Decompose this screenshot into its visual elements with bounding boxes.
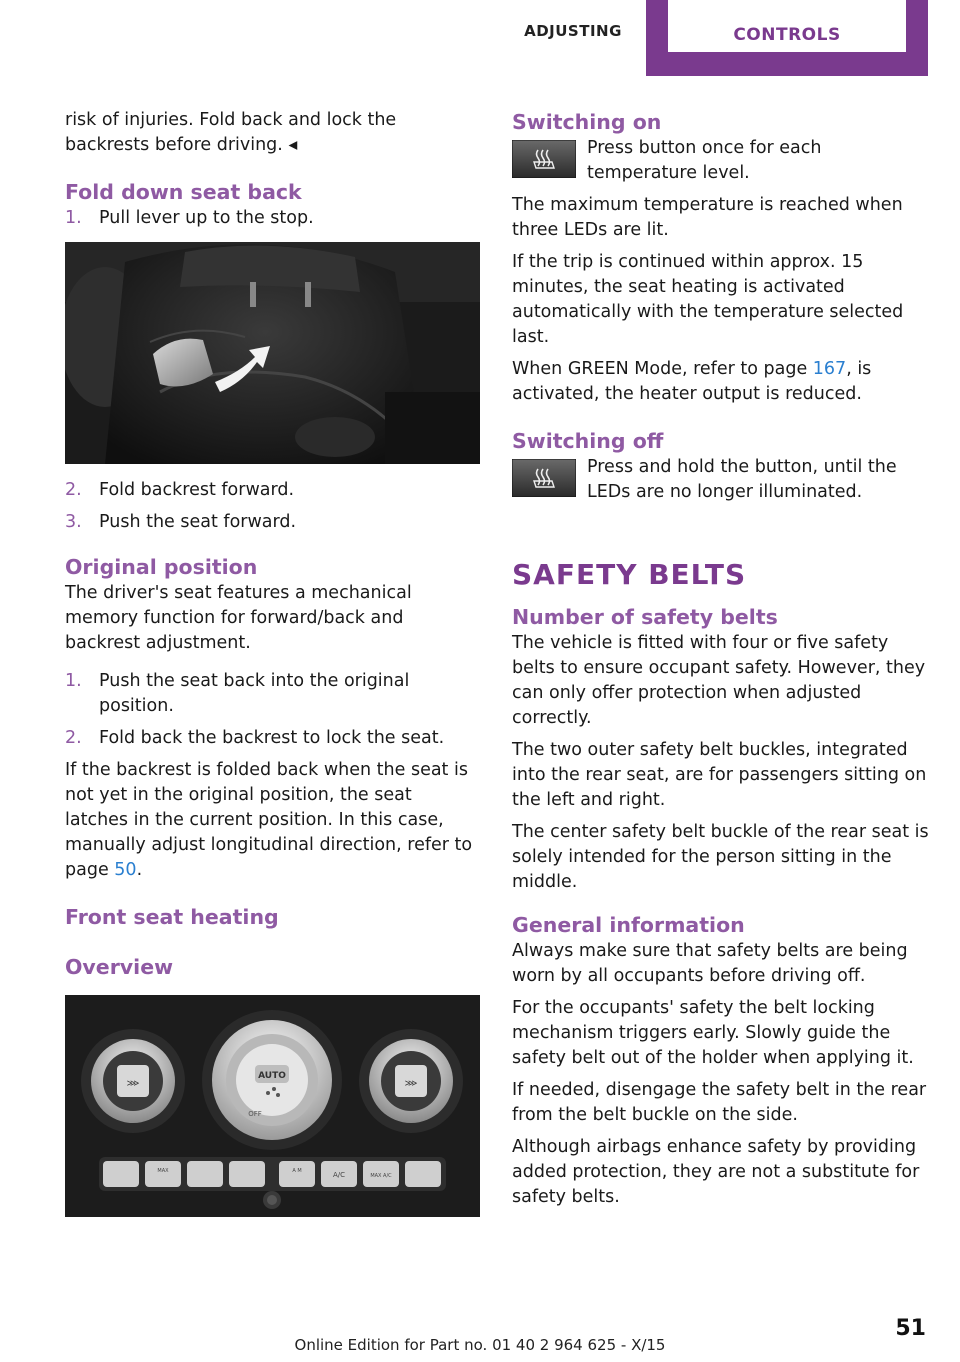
fold-step-3 [65,510,480,535]
seat-lever-photo [65,242,480,464]
step-text: Push the seat forward. [99,512,297,532]
right-column [512,108,930,1217]
general-p2: For the occupants' safety the belt locking mechanism triggers early. Slowly guide the safety belt out of the holder when applying it. [512,998,914,1068]
green-mode-text: When GREEN Mode, refer to page [512,359,813,379]
switch-on-button-text: Press button once for each temperature level. [587,138,822,183]
end-marker-icon: ◂ [288,135,298,155]
page-number: 51 [895,1316,926,1341]
number-p3: The center safety belt buckle of the rear seat is solely intended for the person sitting in the middle. [512,822,929,892]
climate-panel-photo [65,995,480,1217]
seat-heating-button-icon [512,459,576,497]
switch-on-p2: If the trip is continued within approx. 15 minutes, the seat heating is activated automatically with the temperature selected last. [512,252,904,347]
center-dial [202,1010,342,1150]
off-label: OFF [248,1110,262,1118]
fold-heading: Fold down seat back [65,180,302,204]
page-link-167[interactable]: 167 [812,359,847,379]
step-number: 3. [65,512,82,532]
general-p1: Always make sure that safety belts are being worn by all occupants before driving off. [512,941,908,986]
left-dial [81,1029,185,1133]
step-number: 1. [65,671,82,691]
front-seat-heating-heading: Front seat heating [65,905,279,929]
btn-ac-label: A/C [332,1171,346,1179]
original-position-heading: Original position [65,555,258,579]
switch-on-p3 [512,357,930,407]
switching-on-heading: Switching on [512,110,662,134]
original-position-text: The driver's seat features a mechanical memory function for forward/back and backrest adjustment. [65,583,412,653]
step-number: 1. [65,208,82,228]
step-text: Pull lever up to the stop. [99,208,314,228]
number-p2: The two outer safety belt buckles, integrated into the rear seat, are for passengers sitting on the left and right. [512,740,927,810]
green-mode-text-end: , is activated, the heater output is reduced. [512,359,872,404]
overview-heading: Overview [65,955,174,979]
fold-step-2 [65,478,480,503]
original-position-note [65,758,480,883]
btn-max-ac-label: MAX A/C [370,1173,392,1179]
switch-off-row [512,455,930,505]
seat-heating-button-icon [512,140,576,178]
svg-text:⋙: ⋙ [404,1079,418,1089]
intro-text: risk of injuries. Fold back and lock the backrests before driving. [65,110,397,155]
note-text: If the backrest is folded back when the seat is not yet in the original position, the seat latches in the current position. In this case, manually adjust longitudinal direction, refer to page [65,760,473,880]
step-text: Push the seat back into the original position. [99,671,410,716]
orig-step-1 [65,669,480,719]
svg-text:⋙: ⋙ [126,1079,140,1089]
switch-off-button-text: Press and hold the button, until the LEDs are no longer illuminated. [587,457,897,502]
fold-step-1 [65,206,480,231]
left-column [65,108,480,1217]
header-chapter-tab [646,0,928,76]
number-of-belts-heading: Number of safety belts [512,605,778,629]
btn-max-label: MAX [157,1168,169,1174]
switch-on-p1: The maximum temperature is reached when three LEDs are lit. [512,195,903,240]
page-link-50[interactable]: 50 [114,860,137,880]
auto-label: AUTO [258,1071,286,1081]
step-number: 2. [65,728,82,748]
step-text: Fold backrest forward. [99,480,295,500]
right-dial [359,1029,463,1133]
switch-on-row [512,136,930,186]
header-chapter-title: CONTROLS [668,0,906,52]
number-p1: The vehicle is fitted with four or five safety belts to ensure occupant safety. However, they can only offer protection when adjusted correctly. [512,633,926,728]
general-info-heading: General information [512,913,745,937]
edition-footer: Online Edition for Part no. 01 40 2 964 625 - X/15 [294,1336,666,1354]
btn-a-m-label: A M [292,1168,302,1174]
orig-step-2 [65,726,480,751]
header-section-title: ADJUSTING [524,22,622,40]
general-p3: If needed, disengage the safety belt in the rear from the belt buckle on the side. [512,1080,927,1125]
switching-off-heading: Switching off [512,429,664,453]
step-text: Fold back the backrest to lock the seat. [99,728,445,748]
general-p4: Although airbags enhance safety by providing added protection, they are not a substitute for safety belts. [512,1137,920,1207]
intro-paragraph [65,108,480,158]
step-number: 2. [65,480,82,500]
safety-belts-heading: SAFETY BELTS [512,558,747,591]
note-period: . [136,860,143,880]
